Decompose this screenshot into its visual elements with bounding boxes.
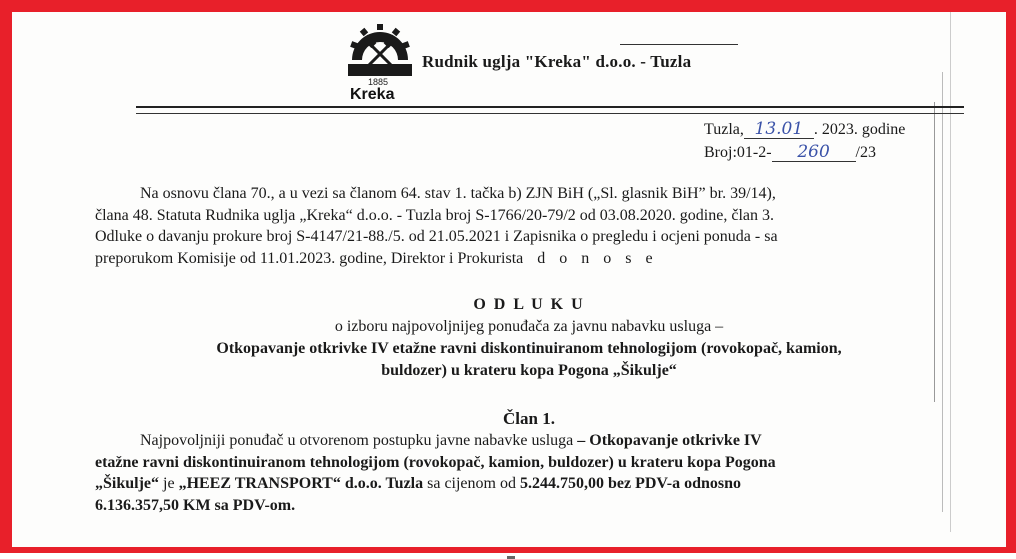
date-blank [744, 120, 814, 139]
header-rule-thin [136, 113, 964, 114]
red-frame-left [0, 0, 12, 553]
article-heading: Član 1. [503, 409, 555, 428]
logo-name: Kreka [350, 86, 395, 103]
intro-line4-text: preporukom Komisije od 11.01.2023. godine, Direktor i Prokurista [95, 249, 524, 267]
decision-subject-line: buldozer) u krateru kopa Pogona „Šikulje“ [381, 362, 677, 379]
date-line [704, 120, 905, 139]
article-line: etažne ravni diskontinuiranom tehnologijom (rovokopač, kamion, buldozer) u krateru kopa Pogona [95, 453, 776, 471]
company-name: Rudnik uglja "Kreka" d.o.o. - Tuzla [422, 52, 692, 71]
company-logo [348, 20, 412, 110]
article-line: 6.136.357,50 KM sa PDV-om. [95, 496, 296, 514]
header-top-rule [620, 44, 738, 45]
intro-paragraph [95, 183, 963, 269]
number-blank [772, 143, 856, 162]
article-line1-bold: – Otkopavanje otkrivke IV [577, 432, 762, 449]
intro-verb: d o n o s e [537, 249, 658, 267]
article-line [95, 430, 963, 452]
article-line [95, 473, 963, 495]
date-city: Tuzla, [704, 121, 744, 138]
intro-line: Odluke o davanju prokure broj S-4147/21-88./5. od 21.05.2021 i Zapisnika o pregledu i ocjeni ponuda - sa [95, 228, 778, 245]
document-page [12, 12, 1006, 547]
article-line3-bold-b: „HEEZ TRANSPORT“ d.o.o. Tuzla [178, 475, 424, 492]
number-prefix: Broj:01-2- [704, 144, 772, 161]
article-line3-bold-c: 5.244.750,00 bez PDV-a odnosno [519, 475, 742, 492]
red-frame-bottom [0, 547, 1016, 553]
red-frame-right [1006, 0, 1016, 553]
intro-line: Na osnovu člana 70., a u vezi sa članom 64. stav 1. tačka b) ZJN BiH („Sl. glasnik BiH” br. 39/14), [140, 185, 776, 202]
article-paragraph [95, 430, 963, 516]
number-suffix: /23 [855, 144, 876, 161]
header-rule [136, 106, 964, 108]
mining-hammers-gear-icon [348, 20, 412, 78]
decision-title: O D L U K U [473, 296, 585, 313]
decision-subtitle: o izboru najpovoljnijeg ponuđača za javnu nabavku usluga – [334, 318, 724, 335]
number-handwritten: 260 [797, 142, 830, 162]
article-line1-normal: Najpovoljniji ponuđač u otvorenom postupku javne nabavke usluga [140, 432, 574, 449]
article-line3-bold-a: „Šikulje“ [95, 475, 160, 492]
decision-subject-line: Otkopavanje otkrivke IV etažne ravni diskontinuiranom tehnologijom (rovokopač, kamion, [216, 340, 842, 357]
article-line3-normal-b: sa cijenom od [423, 475, 520, 492]
red-frame-top [0, 0, 1016, 12]
article-line3-normal-a: je [159, 475, 179, 492]
date-handwritten: 13.01 [754, 119, 804, 139]
intro-line: člana 48. Statuta Rudnika uglja „Kreka“ d.o.o. - Tuzla broj S-1766/20-79/2 od 03.08.2020. godine, član 3. [95, 206, 774, 224]
number-line [704, 143, 876, 162]
intro-line [95, 248, 963, 270]
date-suffix: . 2023. godine [813, 121, 906, 138]
logo-year: 1885 [368, 77, 389, 87]
